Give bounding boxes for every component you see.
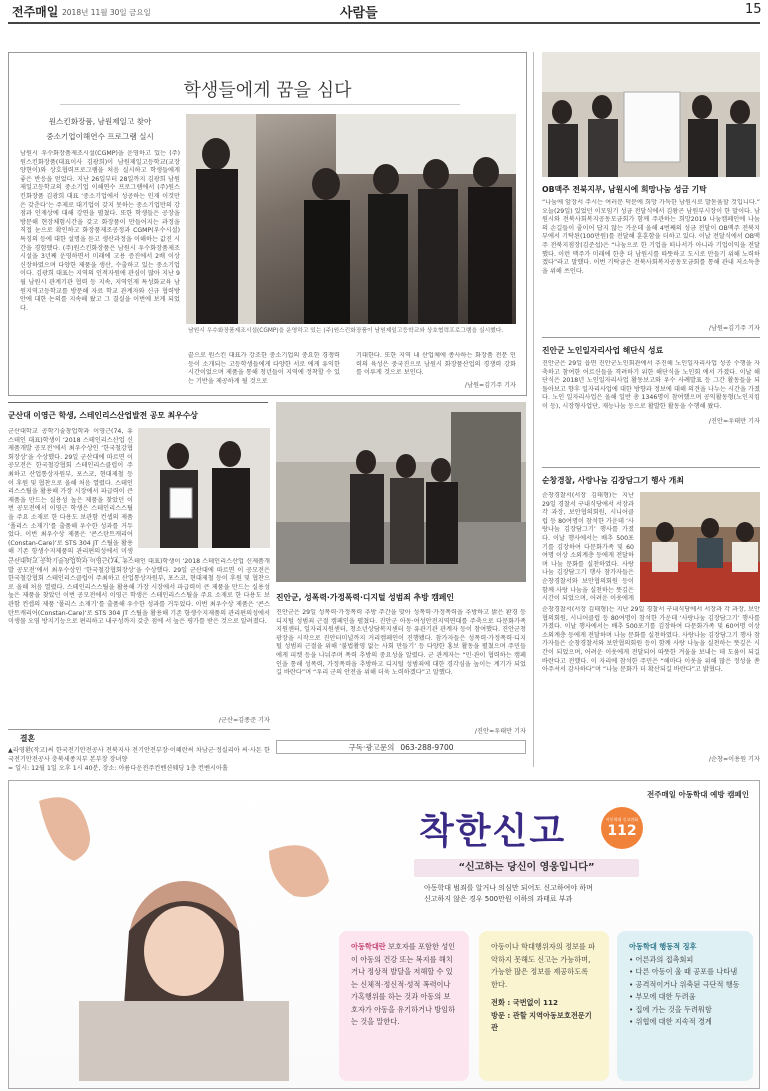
sunchang-story-title: 순창경찰, 사랑나눔 김장담그기 행사 개최 — [542, 476, 684, 485]
column-divider — [533, 52, 534, 767]
ad-card3-item: • 공격적이거나 위축된 극단적 행동 — [629, 979, 740, 989]
ob-story-separator — [542, 337, 760, 338]
top-story-subtitle-1: 원스킨화장품, 남원제일고 찾아 — [48, 117, 152, 126]
ad-badge-small: 아동학대 신고전화 — [605, 817, 639, 822]
top-story-byline: /남원=김기주 기자 — [464, 382, 516, 389]
ad-girl-image — [19, 791, 349, 1081]
ad-logo-text: 착한신고 — [419, 811, 567, 852]
ad-notice-2: 신고하지 않은 경우 500만원 이하의 과태료 부과 — [424, 895, 573, 903]
ad-card2-phone: 전화 : 국번없이 112 — [491, 998, 559, 1007]
header-rule — [8, 22, 760, 24]
gunsan-top-rule — [8, 402, 268, 403]
ad-card1-title: 아동학대란 — [351, 942, 386, 951]
crying-girl-graphic — [19, 791, 349, 1081]
section-title: 사람들 — [340, 6, 378, 21]
top-story-caption: 남원시 우수화장품제조시설(CGMP)을 운영하고 있는 (주)원스킨화장품이 남원제일고등학교와 상호협력프로그램을 실시했다. — [188, 328, 504, 334]
ad-badge-number: 112 — [607, 823, 637, 839]
campaign-ad — [8, 780, 760, 1089]
subscription-phone: 063-288-9700 — [400, 742, 454, 752]
sunchang-story-photo — [640, 492, 760, 602]
subscription-label: 구독·광고문의 — [348, 742, 395, 752]
donation-photo-graphic — [542, 52, 760, 177]
ad-card2-visit: 방문 : 관할 지역아동보호전문기관 — [491, 1010, 592, 1032]
jinan-story-separator — [542, 467, 760, 468]
top-story-body-3: 기대한다. 또한 지역 내 산업체에 종사하는 화장품 전문 인력의 육성은 중국진으로 남원시 화장품산업의 경쟁력 강화를 이루게 것으로 보인다. — [356, 352, 516, 377]
top-story-title: 학생들에게 꿈을 심다 — [183, 80, 352, 101]
campaign-photo-graphic — [276, 402, 526, 582]
ob-story-photo — [542, 52, 760, 177]
gunsan-story-body: 군산대학교 공학기술창업학과 이영근(74, 유스테인 대표)학생이 ‘2018 스테인리스산업 신제품개발 공모전’에서 최우수상인 ‘한국철강협회장상’을 수상했다. 29일 군산대에 따르면 이 공모전은 한국철강협회 스테인리스클럽이 주최하고 산업통상자원부, 포스코, 현대제철 등이 후원 및 협찬으로 올해 처음 열렸다. 스테인리스스틸을 활용해 가장 시장에서 파급력이 큰 제품을 만드는 실용성 높은 제품을 찾았던 이번 공모전에서 이영근 학생은 스테인리스스틸을 주요 소재로 한 다용도 보관함 컨셉의 제품 ‘폴리스 소재기’를 출품해 우수한 성과를 거두었다. 이번 최우수상 제품은 ‘콘스탄트캐리어(Constan-Care)’로 STS 304 JT 스틸을 활용해 기존 항생수지제품의 관리편의성에서 미생물 오염 방지기능으로 편리하고 내구성까지 갖춘 점에 서 높은 평가를 받은 것으로 알려졌다. — [8, 558, 270, 626]
sunchang-story-body: 순창경찰서(서장 김태형)는 지난 29일 경찰서 구내식당에서 서장과 각 과장, 보안협의회원, 시니어클럽 등 80여명이 참석한 가운데 ‘사랑나눔 김장담그기’ 행사를 가졌다. 이날 행사에서는 배추 500포기를 김장하여 다문화가족 및 60여명 이상 소외계층 등에게 전달하며 나눔 문화를 실천하였다. 사랑나눔 김장담그기 행사 참가자들은 순창경찰서와 보안협의회원 등이 함께 사랑 나눔을 실천하는 뜻깊은 시간이 되었으며, 어려운 이웃에게 전달되어 따뜻한 겨울을 보내는 데 도움이 되길 바란다고 전했다. 이 자리에 참석한 주민은 “해마다 이웃을 위해 많은 정성을 쏟아주셔서 감사하다”며 “나눔 문화가 더 확산되길 바란다”고 밝혔다. — [542, 606, 760, 674]
top-story-body-1: 남원시 우수화장품제조시설(CGMP)을 운영하고 있는 (주)원스킨화장품(대표이사 김광희)이 남원제일고등학교(교장 양현이)와 상호협력프로그램을 처음 실시하고 학생들에게 좋은 반응을 얻었다. 지난 26일부터 28일까지 김광희 남원제일고등학교의 중소기업 이해연수 프로그램에서 (주)원스킨화장품 김광희 대표 ‘중소기업에서 성공하는 인재 이것만은 갖춘다’는 주제로 대기업이 갖지 못하는 중소기업만의 강점과 인재상에 대해 강연을 펼쳤다. 또한 학생들은 공장을 방문해 현장체험시간을 갖고 화장품이 만들어지는 과정을 직접 눈으로 확인하고 화장품제조공정과 CGMP(우수시설) 특징의 등에 대한 설명을 듣고 생산과정을 이해하는 값진 시간을 경험했다. (주)원스킨화장품은 남원시 우수화장품제조시설을 3년째 운영하면서 미래에 고용 증진에서 2배 이상 신장하였으며 다양한 제품을 생산, 수출하고 있는 중소기업이다. 김광희 대표는 지역의 인적자원에 관심이 많아 지난 9월 남원시 관계기관 협력 등 지속, 지역인재 특성화교육 남원지역고등학교를 방문해 자료 학교 관계자와 신규 협력방안에 대한 논의를 지속해 왔고 그 결실을 이번에 보게 되었다. — [20, 150, 180, 312]
sunchang-story-byline: /순창=이용원 기자 — [708, 756, 760, 763]
ad-card3-item: • 부모에 대한 두려움 — [629, 992, 696, 1001]
ad-card2-body: 아동이나 학대행위자의 정보를 파악하지 못해도 신고는 가능하며, 가능한 많은 정보를 제공하도록 한다. — [491, 942, 596, 989]
sunchang-story-body-top: 순창경찰서(서장 김태형)는 지난 29일 경찰서 구내식당에서 서장과 각 과장, 보안협의회원, 시니어클럽 등 80여명이 참석한 가운데 ‘사랑나눔 김장담그기’ 행사를 가졌다. 이날 행사에서는 배추 500포기를 김장하여 다문화가족 및 60여명 이상 소외계층 등에게 전달하며 나눔 문화를 실천하였다. 사랑나눔 김장담그기 행사 참가자들은 순창경찰서와 보안협의회원 등이 함께 사랑 나눔을 실천하는 뜻깊은 시간이 되었으며, 어려운 이웃에게 — [542, 492, 634, 602]
gunsan-story-photo — [138, 428, 270, 548]
jinan-story-byline: /진안=우태만 기자 — [708, 418, 760, 425]
wedding-rule — [8, 729, 270, 730]
gunsan-story-body-top: 군산대학교 공학기술창업학과 이영근(74, 유스테인 대표)학생이 ‘2018 스테인리스산업 신제품개발 공모전’에서 최우수상인 ‘한국철강협회장상’을 수상했다. 29일 군산대에 따르면 이 공모전은 한국철강협회 스테인리스클럽이 주최하고 산업통상자원부, 포스코, 현대제철 등이 후원 및 협찬으로 올해 처음 열렸다. 스테인리스스틸을 활용해 가장 시장에서 파급력이 큰 제품을 만드는 실용성 높은 제품을 찾았던 이번 공모전에서 이영근 학생은 스테인리스스틸을 주요 소재로 한 다용도 보관함 컨셉의 제품 ‘폴리스 소재기’를 출품해 우수한 성과를 거두었다. 이번 최우수상 제품은 ‘콘스탄트캐리어(Constan-Care)’로 STS 304 JT 스틸을 활용해 기존 항생수지제품의 관리편의성에서 미생 — [8, 428, 133, 556]
ad-card3-item: • 집에 가는 것을 두려워함 — [629, 1004, 712, 1014]
gunsan-story-byline: /군산=김종준 기자 — [218, 717, 270, 724]
ad-slogan: “신고하는 당신이 영웅입니다” — [414, 859, 639, 877]
ad-card3-item: • 다른 아동이 울 때 공포를 나타냄 — [629, 967, 738, 976]
ad-card3-item: • 위협에 대한 지속적 경계 — [629, 1017, 712, 1026]
ob-story-body: “나눔에 앞장서 주시는 여러분 덕분에 희망 가득한 남원시로 발돋움할 것입니다.” 오늘(29일) 있었던 이모임기 성금 전달식에서 김왕곤 남원부시장이 한 말이다. 남원시와 전북사회복지공동모금회가 함께 주관하는 희망2019 나눔캠페인에 나눔의 손길들이 줄이어 답지 않는 가운데 올해 4번째의 성금 전달이 OB맥주 전북지부에서 기탁된(100만원)를 전달해 훈훈함을 더하고 있다. 이날 전달식에서 OB맥주 전북지점장(김준섭)은 “나눔으로 한 기업을 떠나서가 아니라 기업이익을 전달했다. 이런 맥주가 미래에 한층 더 남원시를 따뜻하고 도시로 만들기 위해 노력하겠다”라고 말했다. 이번 기탁금은 전북사회복지공동모금회를 통해 관내 저소득층을 위해 쓰인다. — [542, 199, 760, 275]
ad-card3-item: • 어른과의 접촉회피 — [629, 954, 694, 964]
kimchi-photo-graphic — [640, 492, 760, 602]
award-photo-graphic — [138, 428, 270, 548]
seongpok-story-photo — [276, 402, 526, 582]
seongpok-story-byline: /진안=우태만 기자 — [474, 728, 526, 735]
ad-112-badge — [601, 807, 643, 849]
top-story-photo — [186, 114, 516, 324]
ad-sponsor: 전주매일 아동학대 예방 캠페인 — [646, 790, 749, 799]
ad-card-report — [479, 931, 609, 1081]
top-story-body-2: 끝으로 원스킨 대표가 강조한 중소기업의 중요한 경쟁력 등이 소개되는 고등학생들에게 다양한 서로 에게 유익한 시간이었으며 제품을 통해 청년들이 지역에 정착할 수 있는 기반을 제공하게 될 것으로 — [188, 352, 340, 385]
ad-card-definition — [339, 931, 469, 1081]
wedding-label: 결혼 — [20, 734, 36, 743]
top-story-subtitle-2: 중소기업이해연수 프로그램 실시 — [46, 132, 154, 141]
ad-notice-1: 아동학대 범죄를 알거나 의심만 되어도 신고하여야 하며 — [424, 884, 593, 892]
ad-card-signs — [617, 931, 753, 1081]
title-underline — [60, 104, 460, 105]
seongpok-story-body: 진안군은 29일 성폭력·가정폭력 추방 주간을 맞아 성폭력·가정폭력을 추방하고 밝은 환경 등 디지털 성범죄 근절 캠페인을 펼쳤다. 진안군 아동·여성안전지역연대를 주축으로 다문화가족지원센터, 일자리지원센터, 청소년상담복지센터 등 유관기관 관계자 등이 참여했다. 진안군청 광장을 시작으로 진안터미널까지 거리캠페인이 진행됐다. 참가자들은 성폭력·가정폭력·디지털 성범죄 근절을 위해 ‘불법촬영 없는 사회 만들기’ 등 다양한 홍보 활동을 펼쳤으며 주민들에게 피켓 등을 나눠주며 폭력 추방의 중요성을 알렸다. 군 관계자는 “민·관이 협력하는 캠페인을 통해 성폭력, 가정폭력을 추방하고 디지털 성범죄에 대한 경각심을 높이는 계기가 되었길 바란다”며 “우리 군의 안전을 위해 더욱 노력하겠다”고 말했다. — [276, 609, 526, 677]
wedding-line-2: = 일시: 12월 1일 오후 1시 40분, 장소: 아름다운전주컨벤션웨딩 1층 컨벤시아홀 — [8, 765, 228, 772]
ad-card3-title: 아동학대 행동적 징후 — [629, 942, 697, 951]
jinan-story-body: 진안군은 29일 읍면 진안군노인회관에서 추진해 노인일자리사업 성공 수행을 자축하고 참여한 어르신들을 격려하기 위한 해단식을 노인회 에서 가졌다. 이날 해단식은 2018년 노인일자리사업 활동보고와 우수 사례발표 등 그간 활동들을 되돌아보고 향후 일자리사업에 대한 방향과 정보에 대해 의견을 나누는 시간을 가졌다. 노인 일자리사업은 올해 일반 총 1346명이 참여했으며 공익활동형(노인지킴이 등), 시장형사업단, 재능나눔 등으로 활발한 활동을 수행해 왔다. — [542, 360, 760, 410]
gunsan-story-title: 군산대 이영근 학생, 스테인리스산업발전 공모 최우수상 — [8, 411, 198, 420]
subscription-box — [276, 740, 526, 754]
seongpok-story-title: 진안군, 성폭력·가정폭력·디지털 성범죄 추방 캠페인 — [276, 593, 454, 602]
ob-story-title: OB맥주 전북지부, 남원시에 희망나눔 성금 기탁 — [542, 185, 707, 194]
paper-name: 전주매일 — [12, 5, 59, 19]
wedding-line-1: ▲라영환(작고)씨 한국전기안전공사 전북지사 전기안전부장·이혜란씨 차남군·정실리아 씨·사돈 한국전기안전공사 충북세종지부 본부장 장녀양 — [8, 747, 270, 763]
ob-story-byline: /남원=김기주 기자 — [708, 325, 760, 332]
jinan-story-title: 진안군 노인일자리사업 해단식 성료 — [542, 346, 664, 355]
students-photo-graphic — [186, 114, 516, 324]
page-number: 15 — [745, 2, 762, 17]
issue-date: 2018년 11월 30일 금요일 — [62, 8, 151, 17]
ad-card1-body: 보호자를 포함한 성인이 아동의 건강 또는 복지를 해치거나 정상적 발달을 저해할 수 있는 신체적·정신적·성적 폭력이나 가혹행위를 하는 것과 아동의 보호자가 아동을 유기하거나 방임하는 것을 말한다. — [351, 942, 456, 1026]
